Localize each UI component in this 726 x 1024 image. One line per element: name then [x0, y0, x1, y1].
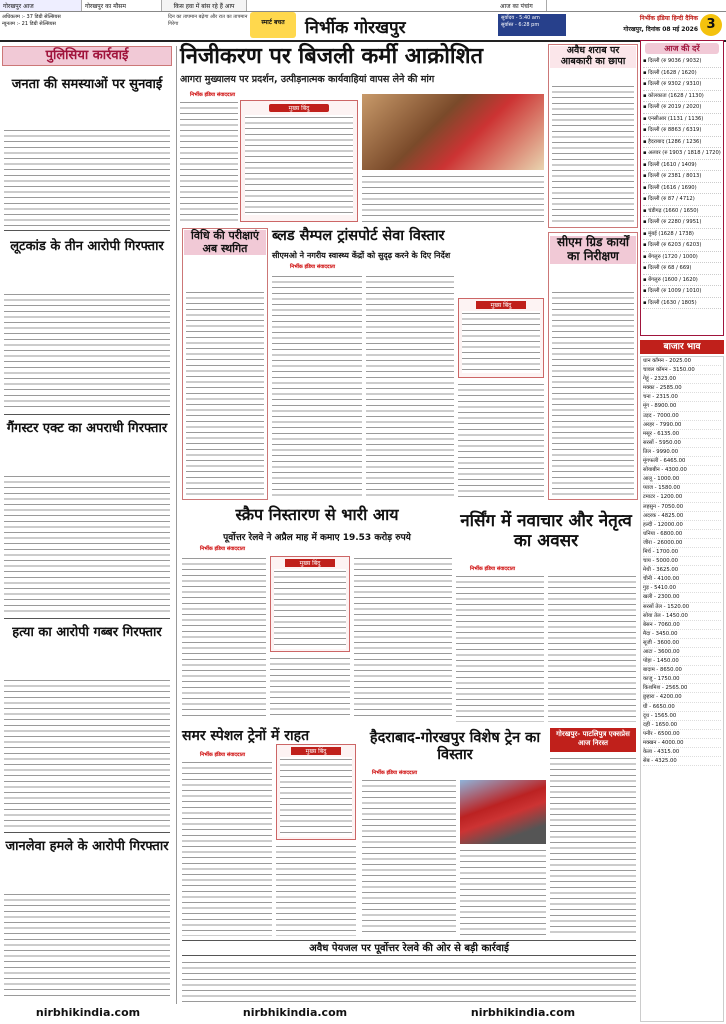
footer-site-1: nirbhikindia.com: [35, 1006, 141, 1019]
lead-body-1: [180, 100, 238, 222]
rate-item: ▪ दिल्ली (1610 / 1409): [643, 160, 721, 172]
scrap-body-2: [270, 656, 350, 716]
rates-title: आज की दरें: [645, 43, 719, 54]
footer-site-2: nirbhikindia.com: [242, 1006, 348, 1019]
market-item: किशमिश - 2565.00: [643, 684, 721, 693]
market-item: धान कॉमन - 2025.00: [643, 357, 721, 366]
market-item: मसूर - 6135.00: [643, 430, 721, 439]
lead-subhead: आगरा मुख्यालय पर प्रदर्शन, उत्पीड़नात्मक कार्यवाहियां वापस लेने की मांग: [180, 74, 435, 85]
vidhi-body: [186, 290, 264, 496]
hyd-headline: हैदराबाद-गोरखपुर विशेष ट्रेन का विस्तार: [369, 730, 541, 763]
market-item: लहसुन - 7050.00: [643, 503, 721, 512]
hyd-byline: निर्भीक इंडिया संवाददाता: [372, 770, 418, 776]
market-item: चावल कॉमन - 3150.00: [643, 366, 721, 375]
market-item: छुहारा - 4200.00: [643, 693, 721, 702]
blood-body-3: [458, 382, 544, 500]
blood-subhead: सीएमओ ने नगरीय स्वास्थ्य केंद्रों को सुदृढ़ करने के दिए निर्देश: [272, 251, 451, 260]
left-headline-5: जानलेवा हमले के आरोपी गिरफ्तार: [5, 839, 169, 854]
market-item: अदरक - 4825.00: [643, 512, 721, 521]
rate-item: ▪ दिल्ली (रु 8863 / 6319): [643, 125, 721, 137]
nursing-body-1: [456, 574, 544, 722]
scrap-box-body: [274, 569, 346, 649]
scrap-headline: स्क्रैप निस्तारण से भारी आय: [235, 505, 399, 524]
column-rule: [176, 46, 177, 1004]
divider: [4, 414, 170, 415]
section-banner: पुलिसिया कार्रवाई: [2, 46, 172, 66]
rate-item: ▪ दिल्ली (रु 2019 / 2020): [643, 102, 721, 114]
scrap-body-1: [182, 556, 266, 716]
left-story-2-body: [4, 292, 170, 410]
market-item: मूंग - 8900.00: [643, 402, 721, 411]
min-temp: न्यूनतम :- 21 डिग्री सेल्सियस: [2, 21, 56, 27]
page-number: 3: [700, 14, 722, 36]
market-item: बेसन - 7060.00: [643, 621, 721, 630]
left-headline-1: जनता की समस्याओं पर सुनवाई: [11, 77, 163, 92]
market-item: मक्खन - 4000.00: [643, 739, 721, 748]
market-item: आटा - 3600.00: [643, 648, 721, 657]
hyd-body-1: [362, 778, 456, 936]
blood-key-points-box: [458, 298, 544, 378]
market-item: टमाटर - 1200.00: [643, 493, 721, 502]
left-story-1-body: [4, 128, 170, 226]
rates-panel: [640, 40, 724, 336]
rate-item: ▪ चंडीगढ़ (1660 / 1650): [643, 206, 721, 218]
nursing-byline: निर्भीक इंडिया संवाददाता: [470, 566, 516, 572]
samar-body-1: [182, 760, 272, 936]
vidhi-headline: विधि की परीक्षाएं अब स्थगित: [184, 230, 266, 255]
scrap-body-3: [354, 556, 452, 716]
rate-item: ▪ दिल्ली (रु 2381 / 8013): [643, 171, 721, 183]
market-item: पनीर - 6500.00: [643, 730, 721, 739]
lead-byline: निर्भीक इंडिया संवाददाता: [190, 92, 236, 98]
market-item: सरसों तेल - 1520.00: [643, 603, 721, 612]
left-story-3-body: [4, 474, 170, 614]
market-item: गुड़ - 5410.00: [643, 584, 721, 593]
market-item: जीरा - 26000.00: [643, 539, 721, 548]
liquor-headline: अवैध शराब पर आबकारी का छापा: [550, 46, 636, 68]
blood-headline: ब्लड सैम्पल ट्रांसपोर्ट सेवा विस्तार: [272, 228, 445, 244]
market-item: सोया तेल - 1450.00: [643, 612, 721, 621]
rate-item: ▪ दिल्ली (1628 / 1620): [643, 68, 721, 80]
lead-headline: निजीकरण पर बिजली कर्मी आक्रोशित: [180, 44, 484, 69]
market-item: मेथी - 3625.00: [643, 566, 721, 575]
rate-item: ▪ मुंबई (1628 / 1738): [643, 229, 721, 241]
sun-times: [498, 14, 566, 36]
samar-headline: समर स्पेशल ट्रेनों में राहत: [182, 728, 310, 744]
bottom-banner: अवैध पेयजल पर पूर्वोत्तर रेलवे की ओर से बड़ी कार्रवाई: [182, 940, 636, 956]
liquor-body: [552, 84, 634, 224]
rate-item: ▪ हैदराबाद (1286 / 1236): [643, 137, 721, 149]
bottom-banner-body: [182, 960, 636, 1002]
market-item: दही - 1650.00: [643, 721, 721, 730]
market-item: मूंगफली - 6465.00: [643, 457, 721, 466]
scrap-box-title: मुख्य बिंदु: [285, 559, 335, 567]
header-ad: स्मार्ट बचत: [250, 12, 296, 38]
sunrise-time: सूर्योदय - 5:40 am: [501, 15, 540, 21]
market-item: धनिया - 6800.00: [643, 530, 721, 539]
masthead: [0, 12, 726, 42]
market-item: मैदा - 3450.00: [643, 630, 721, 639]
sunset-time: सूर्यास्त - 6:28 pm: [501, 22, 540, 28]
market-item: सोयाबीन - 4300.00: [643, 466, 721, 475]
blood-body-1: [272, 274, 362, 500]
market-item: गेहूं - 2323.00: [643, 375, 721, 384]
hyd-body-2: [460, 848, 546, 936]
rate-item: ▪ दिल्ली (रु 6203 / 6203): [643, 240, 721, 252]
edition-date: गोरखपुर, दिनांक 08 मई 2026: [623, 26, 698, 33]
left-headline-2: लूटकांड के तीन आरोपी गिरफ्तार: [10, 239, 164, 254]
nursing-body-2: [548, 574, 636, 722]
samar-byline: निर्भीक इंडिया संवाददाता: [200, 752, 246, 758]
market-item: सेब - 4325.00: [643, 757, 721, 766]
market-list: [640, 356, 724, 1022]
samar-box-title: मुख्य बिंदु: [291, 747, 341, 755]
scrap-subhead: पूर्वोत्तर रेलवे ने अप्रैल माह में कमाए 19.53 करोड़ रुपये: [223, 533, 411, 543]
market-item: दूध - 1565.00: [643, 712, 721, 721]
samar-body-2: [276, 844, 356, 936]
market-item: आलू - 1000.00: [643, 475, 721, 484]
scrap-key-points-box: [270, 556, 350, 652]
gkp-express-headline: गोरखपुर- पाटलिपुत्र एक्सप्रेस आज निरस्त: [550, 728, 636, 752]
market-item: बादाम - 8650.00: [643, 666, 721, 675]
divider: [4, 832, 170, 833]
rate-item: ▪ दिल्ली (रु 1009 / 1010): [643, 286, 721, 298]
gkp-express-body: [550, 756, 636, 936]
blood-box-body: [462, 311, 540, 373]
market-item: चना - 2315.00: [643, 393, 721, 402]
tagline: किस हवा में बांस रहे हैं आप: [162, 0, 247, 11]
lead-box-body: [245, 115, 353, 215]
scrap-byline: निर्भीक इंडिया संवाददाता: [200, 546, 246, 552]
samar-box-body: [280, 757, 352, 837]
market-item: चाय - 5000.00: [643, 557, 721, 566]
lead-key-points-box: [240, 100, 358, 222]
rate-item: ▪ बेंगलुरु (1600 / 1620): [643, 275, 721, 287]
cm-headline: सीएम ग्रिड कार्यों का निरीक्षण: [550, 236, 636, 264]
rate-item: ▪ कोलकाता (1628 / 1130): [643, 91, 721, 103]
rates-list: [641, 56, 723, 309]
top-info-strip: [0, 0, 726, 12]
blood-box-title: मुख्य बिंदु: [476, 301, 526, 309]
train-photo: [460, 780, 546, 844]
market-item: सूजी - 3600.00: [643, 639, 721, 648]
divider: [4, 618, 170, 619]
market-title: बाजार भाव: [640, 340, 724, 354]
lead-body-2: [362, 174, 544, 224]
lead-photo: [362, 94, 544, 170]
samar-key-points-box: [276, 744, 356, 840]
market-item: मक्का - 2585.00: [643, 384, 721, 393]
weather-note: दिन का तापमान बढ़ेगा और रात का तापमान गिरेगा: [168, 14, 248, 27]
market-item: प्याज - 1580.00: [643, 484, 721, 493]
weather-label: गोरखपुर का मौसम: [82, 0, 162, 11]
masthead-title: निर्भीक गोरखपुर: [305, 18, 406, 38]
market-item: केला - 4315.00: [643, 748, 721, 757]
rate-item: ▪ दिल्ली (1630 / 1805): [643, 298, 721, 310]
market-item: तिल - 9990.00: [643, 448, 721, 457]
left-headline-3: गैंगस्टर एक्ट का अपराधी गिरफ्तार: [6, 421, 168, 436]
rate-item: ▪ दिल्ली (रु 9302 / 9310): [643, 79, 721, 91]
left-headline-4: हत्या का आरोपी गब्बर गिरफ्तार: [12, 625, 162, 640]
market-item: काजू - 1750.00: [643, 675, 721, 684]
market-item: पोहा - 1450.00: [643, 657, 721, 666]
panchang-label: आज का पंचांग: [497, 0, 547, 11]
rate-item: ▪ बेंगलुरु (1720 / 1000): [643, 252, 721, 264]
rate-item: ▪ दिल्ली (रु 9036 / 9032): [643, 56, 721, 68]
market-item: चीनी - 4100.00: [643, 575, 721, 584]
blood-body-2: [366, 274, 454, 500]
market-item: घी - 6650.00: [643, 703, 721, 712]
footer-site-3: nirbhikindia.com: [470, 1006, 576, 1019]
blood-byline: निर्भीक इंडिया संवाददाता: [290, 264, 336, 270]
rate-item: ▪ दिल्ली (रु 2280 / 9951): [643, 217, 721, 229]
rate-item: ▪ अलवर (रु 1903 / 1818 / 1720): [643, 148, 721, 160]
nursing-headline: नर्सिंग में नवाचार और नेतृत्व का अवसर: [460, 511, 632, 551]
max-temp: अधिकतम :- 37 डिग्री सेल्सियस: [2, 14, 61, 20]
market-item: मिर्च - 1700.00: [643, 548, 721, 557]
rate-item: ▪ दिल्ली (रु 68 / 669): [643, 263, 721, 275]
market-item: सरसों - 5950.00: [643, 439, 721, 448]
edition-label: निर्भीक इंडिया हिन्दी दैनिक: [639, 15, 698, 22]
weather-box: [2, 14, 167, 28]
rate-item: ▪ दिल्ली (1616 / 1690): [643, 183, 721, 195]
city-label: गोरखपुर आज: [0, 0, 82, 11]
rate-item: ▪ दिल्ली (रु 87 / 4712): [643, 194, 721, 206]
market-item: हल्दी - 12000.00: [643, 521, 721, 530]
market-item: उड़द - 7000.00: [643, 412, 721, 421]
lead-box-title: मुख्य बिंदु: [269, 104, 329, 112]
cm-body: [552, 290, 634, 496]
market-item: अरहर - 7990.00: [643, 421, 721, 430]
left-story-4-body: [4, 678, 170, 828]
market-item: खली - 2300.00: [643, 593, 721, 602]
rate-item: ▪ एनसीआर (1131 / 1136): [643, 114, 721, 126]
divider: [4, 230, 170, 231]
left-story-5-body: [4, 892, 170, 1000]
